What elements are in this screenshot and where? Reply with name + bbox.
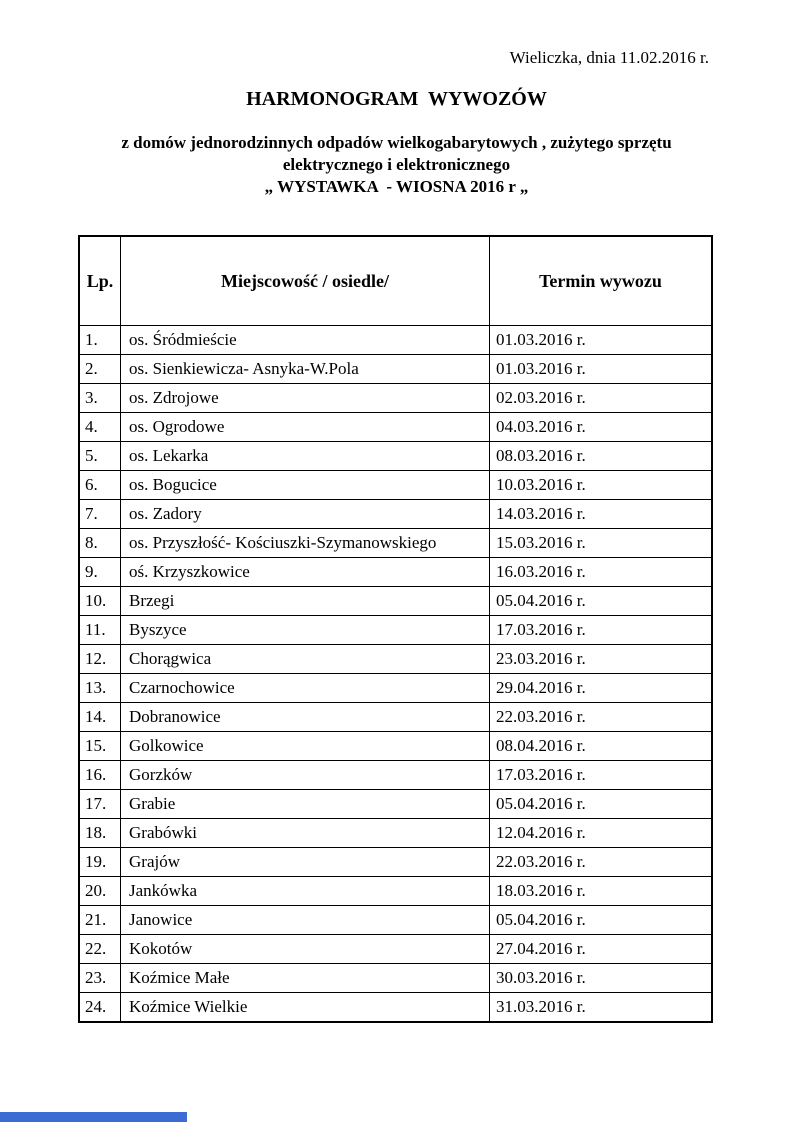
table-row [79,413,712,442]
table-row [79,848,712,877]
lp-cell: 17. [79,790,121,819]
place-cell: Czarnochowice [121,674,490,703]
place-cell: Grabówki [121,819,490,848]
place-cell: os. Zadory [121,500,490,529]
place-cell: Dobranowice [121,703,490,732]
date-cell: 15.03.2016 r. [490,529,713,558]
date-cell: 01.03.2016 r. [490,326,713,355]
table-row [79,761,712,790]
table-row [79,703,712,732]
date-cell: 22.03.2016 r. [490,703,713,732]
date-cell: 01.03.2016 r. [490,355,713,384]
table-row [79,384,712,413]
date-cell: 05.04.2016 r. [490,906,713,935]
lp-cell: 21. [79,906,121,935]
table-row [79,558,712,587]
place-cell: Kokotów [121,935,490,964]
lp-cell: 4. [79,413,121,442]
table-row [79,964,712,993]
lp-cell: 14. [79,703,121,732]
place-cell: Byszyce [121,616,490,645]
date-cell: 05.04.2016 r. [490,587,713,616]
date-cell: 04.03.2016 r. [490,413,713,442]
lp-cell: 3. [79,384,121,413]
lp-cell: 9. [79,558,121,587]
document-subtitle [0,132,793,198]
table-row [79,819,712,848]
place-cell: Koźmice Małe [121,964,490,993]
place-cell: os. Sienkiewicza- Asnyka-W.Pola [121,355,490,384]
lp-cell: 18. [79,819,121,848]
place-cell: os. Ogrodowe [121,413,490,442]
date-cell: 16.03.2016 r. [490,558,713,587]
date-cell: 22.03.2016 r. [490,848,713,877]
lp-cell: 7. [79,500,121,529]
lp-cell: 10. [79,587,121,616]
place-cell: Golkowice [121,732,490,761]
lp-cell: 8. [79,529,121,558]
date-cell: 17.03.2016 r. [490,761,713,790]
column-header-place: Miejscowość / osiedle/ [121,236,490,326]
table-row [79,616,712,645]
table-row [79,471,712,500]
lp-cell: 13. [79,674,121,703]
column-header-date: Termin wywozu [490,236,713,326]
table-header-row [79,236,712,326]
table-row [79,645,712,674]
table-row [79,906,712,935]
lp-cell: 12. [79,645,121,674]
subtitle-line-1: z domów jednorodzinnych odpadów wielkogabarytowych , zużytego sprzętu [121,133,672,152]
lp-cell: 20. [79,877,121,906]
place-cell: Chorągwica [121,645,490,674]
date-cell: 29.04.2016 r. [490,674,713,703]
table-row [79,326,712,355]
lp-cell: 24. [79,993,121,1023]
place-cell: Grabie [121,790,490,819]
table-row [79,732,712,761]
table-row [79,877,712,906]
place-cell: oś. Krzyszkowice [121,558,490,587]
place-cell: Grajów [121,848,490,877]
date-cell: 14.03.2016 r. [490,500,713,529]
table-row [79,674,712,703]
table-row [79,935,712,964]
date-cell: 27.04.2016 r. [490,935,713,964]
date-cell: 05.04.2016 r. [490,790,713,819]
date-cell: 02.03.2016 r. [490,384,713,413]
date-cell: 17.03.2016 r. [490,616,713,645]
date-line: Wieliczka, dnia 11.02.2016 r. [509,48,709,67]
document-title: HARMONOGRAM WYWOZÓW [246,88,547,110]
table-row [79,442,712,471]
schedule-table [78,235,713,1023]
place-cell: os. Przyszłość- Kościuszki-Szymanowskiego [121,529,490,558]
date-cell: 08.03.2016 r. [490,442,713,471]
date-cell: 10.03.2016 r. [490,471,713,500]
place-cell: os. Bogucice [121,471,490,500]
table-row [79,993,712,1023]
lp-cell: 19. [79,848,121,877]
date-cell: 12.04.2016 r. [490,819,713,848]
lp-cell: 15. [79,732,121,761]
date-cell: 31.03.2016 r. [490,993,713,1023]
lp-cell: 23. [79,964,121,993]
lp-cell: 16. [79,761,121,790]
date-cell: 18.03.2016 r. [490,877,713,906]
date-cell: 30.03.2016 r. [490,964,713,993]
date-cell: 23.03.2016 r. [490,645,713,674]
subtitle-line-2: elektrycznego i elektronicznego [282,155,511,174]
place-cell: os. Śródmieście [121,326,490,355]
table-row [79,355,712,384]
table-row [79,500,712,529]
place-cell: os. Zdrojowe [121,384,490,413]
date-cell: 08.04.2016 r. [490,732,713,761]
table-row [79,587,712,616]
column-header-lp: Lp. [79,236,121,326]
place-cell: os. Lekarka [121,442,490,471]
place-cell: Koźmice Wielkie [121,993,490,1023]
bottom-left-accent-bar [0,1112,187,1122]
schedule-table-body [79,326,712,1023]
place-cell: Jankówka [121,877,490,906]
lp-cell: 5. [79,442,121,471]
lp-cell: 11. [79,616,121,645]
lp-cell: 6. [79,471,121,500]
lp-cell: 1. [79,326,121,355]
subtitle-line-3: „ WYSTAWKA - WIOSNA 2016 r „ [264,177,529,196]
table-row [79,529,712,558]
lp-cell: 2. [79,355,121,384]
place-cell: Brzegi [121,587,490,616]
lp-cell: 22. [79,935,121,964]
place-cell: Janowice [121,906,490,935]
table-row [79,790,712,819]
place-cell: Gorzków [121,761,490,790]
